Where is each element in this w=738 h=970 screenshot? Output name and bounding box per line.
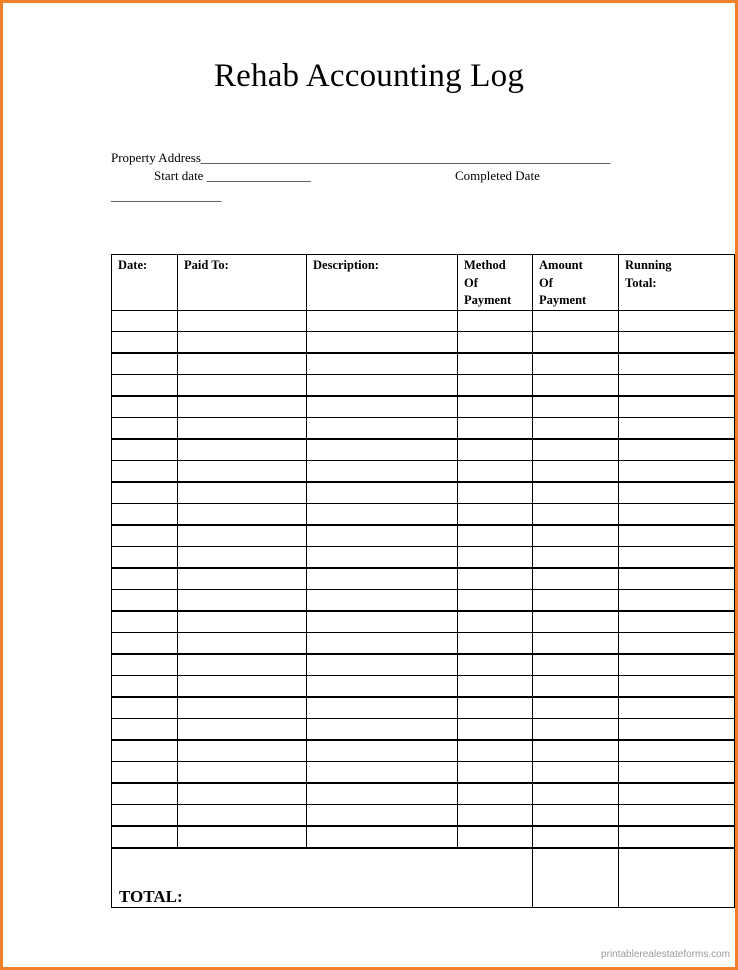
table-cell[interactable] bbox=[619, 547, 735, 569]
table-cell[interactable] bbox=[619, 633, 735, 655]
table-cell[interactable] bbox=[533, 504, 619, 526]
header-paid-to: Paid To: bbox=[178, 255, 307, 311]
table-cell[interactable] bbox=[533, 311, 619, 332]
table-cell[interactable] bbox=[307, 697, 458, 719]
table-row bbox=[112, 375, 735, 397]
table-cell[interactable] bbox=[458, 740, 533, 762]
table-cell[interactable] bbox=[458, 826, 533, 848]
table-cell[interactable] bbox=[619, 396, 735, 418]
table-cell[interactable] bbox=[619, 676, 735, 698]
total-row bbox=[112, 848, 735, 908]
table-cell[interactable] bbox=[178, 697, 307, 719]
table-cell[interactable] bbox=[307, 633, 458, 655]
table-body bbox=[112, 311, 735, 849]
table-cell[interactable] bbox=[533, 353, 619, 375]
table-cell[interactable] bbox=[307, 547, 458, 569]
table-cell[interactable] bbox=[178, 719, 307, 741]
table-cell[interactable] bbox=[307, 482, 458, 504]
table-cell[interactable] bbox=[307, 396, 458, 418]
table-row bbox=[112, 332, 735, 354]
header-description: Description: bbox=[307, 255, 458, 311]
table-cell[interactable] bbox=[533, 762, 619, 784]
table-row bbox=[112, 783, 735, 805]
table-cell[interactable] bbox=[307, 590, 458, 612]
table-cell[interactable] bbox=[178, 418, 307, 440]
table-cell[interactable] bbox=[112, 461, 178, 483]
table-cell[interactable] bbox=[533, 783, 619, 805]
table-header-row bbox=[112, 255, 735, 311]
table-row bbox=[112, 568, 735, 590]
table-cell[interactable] bbox=[533, 482, 619, 504]
table-cell[interactable] bbox=[112, 547, 178, 569]
table-cell[interactable] bbox=[533, 375, 619, 397]
table-cell[interactable] bbox=[533, 719, 619, 741]
table-cell[interactable] bbox=[112, 654, 178, 676]
table-cell[interactable] bbox=[533, 676, 619, 698]
table-cell[interactable] bbox=[178, 762, 307, 784]
table-cell[interactable] bbox=[533, 633, 619, 655]
table-cell[interactable] bbox=[619, 332, 735, 354]
table-cell[interactable] bbox=[112, 719, 178, 741]
table-cell[interactable] bbox=[112, 332, 178, 354]
table-cell[interactable] bbox=[178, 547, 307, 569]
table-cell[interactable] bbox=[533, 332, 619, 354]
table-row bbox=[112, 633, 735, 655]
table-cell[interactable] bbox=[112, 568, 178, 590]
table-cell[interactable] bbox=[619, 482, 735, 504]
table-cell[interactable] bbox=[112, 525, 178, 547]
table-cell[interactable] bbox=[458, 353, 533, 375]
table-cell[interactable] bbox=[112, 611, 178, 633]
table-cell[interactable] bbox=[458, 805, 533, 827]
table-cell[interactable] bbox=[307, 504, 458, 526]
table-cell[interactable] bbox=[619, 375, 735, 397]
table-row bbox=[112, 697, 735, 719]
table-cell[interactable] bbox=[619, 611, 735, 633]
table-cell[interactable] bbox=[458, 525, 533, 547]
table-cell[interactable] bbox=[619, 783, 735, 805]
table-cell[interactable] bbox=[307, 311, 458, 332]
table-row bbox=[112, 353, 735, 375]
table-cell[interactable] bbox=[178, 482, 307, 504]
table-cell[interactable] bbox=[307, 332, 458, 354]
table-row bbox=[112, 805, 735, 827]
table-row bbox=[112, 826, 735, 848]
table-cell[interactable] bbox=[112, 482, 178, 504]
table-row bbox=[112, 547, 735, 569]
table-row bbox=[112, 504, 735, 526]
table-row bbox=[112, 740, 735, 762]
table-cell[interactable] bbox=[533, 590, 619, 612]
table-cell[interactable] bbox=[533, 396, 619, 418]
table-cell[interactable] bbox=[178, 439, 307, 461]
table-cell[interactable] bbox=[307, 740, 458, 762]
table-cell[interactable] bbox=[178, 590, 307, 612]
table-cell[interactable] bbox=[307, 826, 458, 848]
table-cell[interactable] bbox=[458, 783, 533, 805]
table-cell[interactable] bbox=[178, 332, 307, 354]
table-cell[interactable] bbox=[112, 353, 178, 375]
table-cell[interactable] bbox=[307, 525, 458, 547]
table-cell[interactable] bbox=[458, 654, 533, 676]
property-address-field: Property Address_______________________________________________________________ bbox=[111, 150, 611, 165]
table-cell[interactable] bbox=[178, 525, 307, 547]
table-row bbox=[112, 654, 735, 676]
table-cell[interactable] bbox=[533, 654, 619, 676]
table-cell[interactable] bbox=[619, 654, 735, 676]
table-row bbox=[112, 525, 735, 547]
table-cell[interactable] bbox=[619, 461, 735, 483]
table-cell[interactable] bbox=[533, 697, 619, 719]
total-label: TOTAL: bbox=[112, 848, 533, 908]
table-cell[interactable] bbox=[458, 633, 533, 655]
table-cell[interactable] bbox=[178, 740, 307, 762]
table-cell[interactable] bbox=[178, 826, 307, 848]
table-cell[interactable] bbox=[112, 805, 178, 827]
table-cell[interactable] bbox=[458, 590, 533, 612]
table-cell[interactable] bbox=[112, 504, 178, 526]
table-cell[interactable] bbox=[307, 654, 458, 676]
table-cell[interactable] bbox=[112, 396, 178, 418]
table-cell[interactable] bbox=[307, 418, 458, 440]
table-cell[interactable] bbox=[112, 311, 178, 332]
table-cell[interactable] bbox=[458, 676, 533, 698]
table-cell[interactable] bbox=[458, 762, 533, 784]
table-cell[interactable] bbox=[458, 611, 533, 633]
table-row bbox=[112, 762, 735, 784]
table-cell[interactable] bbox=[533, 439, 619, 461]
table-cell[interactable] bbox=[458, 396, 533, 418]
table-cell[interactable] bbox=[112, 826, 178, 848]
total-amount-cell[interactable] bbox=[533, 848, 619, 908]
table-cell[interactable] bbox=[112, 783, 178, 805]
table-cell[interactable] bbox=[112, 633, 178, 655]
table-cell[interactable] bbox=[458, 504, 533, 526]
table-cell[interactable] bbox=[178, 805, 307, 827]
table-cell[interactable] bbox=[458, 461, 533, 483]
table-cell[interactable] bbox=[307, 611, 458, 633]
watermark: printablerealestateforms.com bbox=[601, 949, 730, 960]
table-cell[interactable] bbox=[112, 740, 178, 762]
table-row bbox=[112, 311, 735, 332]
table-cell[interactable] bbox=[178, 676, 307, 698]
completed-date-label: Completed Date bbox=[455, 168, 540, 183]
table-cell[interactable] bbox=[307, 375, 458, 397]
table-cell[interactable] bbox=[458, 375, 533, 397]
table-cell[interactable] bbox=[619, 525, 735, 547]
table-cell[interactable] bbox=[533, 826, 619, 848]
table-cell[interactable] bbox=[458, 697, 533, 719]
table-cell[interactable] bbox=[619, 311, 735, 332]
table-cell[interactable] bbox=[619, 697, 735, 719]
table-cell[interactable] bbox=[458, 418, 533, 440]
header-running-total: Running Total: bbox=[619, 255, 735, 311]
start-date-field: Start date ________________ bbox=[154, 168, 311, 183]
header-amount-of-payment: Amount Of Payment bbox=[533, 255, 619, 311]
table-cell[interactable] bbox=[533, 418, 619, 440]
table-cell[interactable] bbox=[178, 568, 307, 590]
table-cell[interactable] bbox=[307, 762, 458, 784]
table-row bbox=[112, 719, 735, 741]
table-cell[interactable] bbox=[533, 805, 619, 827]
table-cell[interactable] bbox=[112, 676, 178, 698]
table-cell[interactable] bbox=[307, 676, 458, 698]
total-running-cell[interactable] bbox=[619, 848, 735, 908]
completed-date-line: _________________ bbox=[111, 188, 222, 203]
table-cell[interactable] bbox=[533, 611, 619, 633]
table-cell[interactable] bbox=[112, 375, 178, 397]
table-cell[interactable] bbox=[619, 826, 735, 848]
table-cell[interactable] bbox=[533, 568, 619, 590]
table-cell[interactable] bbox=[307, 461, 458, 483]
table-cell[interactable] bbox=[619, 719, 735, 741]
header-method-of-payment: Method Of Payment bbox=[458, 255, 533, 311]
table-cell[interactable] bbox=[178, 783, 307, 805]
table-cell[interactable] bbox=[178, 633, 307, 655]
table-cell[interactable] bbox=[307, 805, 458, 827]
table-row bbox=[112, 461, 735, 483]
table-row bbox=[112, 611, 735, 633]
header-date: Date: bbox=[112, 255, 178, 311]
table-cell[interactable] bbox=[619, 568, 735, 590]
table-cell[interactable] bbox=[178, 611, 307, 633]
table-cell[interactable] bbox=[458, 568, 533, 590]
table-cell[interactable] bbox=[458, 439, 533, 461]
table-cell[interactable] bbox=[112, 697, 178, 719]
table-cell[interactable] bbox=[458, 311, 533, 332]
accounting-log-table bbox=[111, 254, 735, 908]
document-title: Rehab Accounting Log bbox=[213, 58, 525, 94]
table-cell[interactable] bbox=[307, 568, 458, 590]
table-row bbox=[112, 590, 735, 612]
table-cell[interactable] bbox=[178, 353, 307, 375]
table-cell[interactable] bbox=[307, 439, 458, 461]
table-cell[interactable] bbox=[619, 439, 735, 461]
table-cell[interactable] bbox=[619, 762, 735, 784]
table-row bbox=[112, 439, 735, 461]
table-cell[interactable] bbox=[307, 783, 458, 805]
table-cell[interactable] bbox=[307, 353, 458, 375]
table-cell[interactable] bbox=[619, 590, 735, 612]
table-cell[interactable] bbox=[178, 504, 307, 526]
table-row bbox=[112, 418, 735, 440]
table-cell[interactable] bbox=[619, 504, 735, 526]
table-cell[interactable] bbox=[458, 547, 533, 569]
table-row bbox=[112, 482, 735, 504]
table-row bbox=[112, 396, 735, 418]
table-row bbox=[112, 676, 735, 698]
table-cell[interactable] bbox=[533, 525, 619, 547]
table-cell[interactable] bbox=[619, 805, 735, 827]
table-cell[interactable] bbox=[533, 461, 619, 483]
table-cell[interactable] bbox=[178, 461, 307, 483]
table-cell[interactable] bbox=[458, 719, 533, 741]
table-cell[interactable] bbox=[112, 418, 178, 440]
table-cell[interactable] bbox=[619, 353, 735, 375]
table-cell[interactable] bbox=[178, 396, 307, 418]
table-cell[interactable] bbox=[533, 547, 619, 569]
table-cell[interactable] bbox=[619, 418, 735, 440]
table-cell[interactable] bbox=[112, 762, 178, 784]
table-cell[interactable] bbox=[112, 439, 178, 461]
table-cell[interactable] bbox=[458, 482, 533, 504]
table-cell[interactable] bbox=[619, 740, 735, 762]
table-cell[interactable] bbox=[533, 740, 619, 762]
table-cell[interactable] bbox=[112, 590, 178, 612]
table-cell[interactable] bbox=[178, 311, 307, 332]
table-cell[interactable] bbox=[178, 654, 307, 676]
table-cell[interactable] bbox=[458, 332, 533, 354]
table-cell[interactable] bbox=[178, 375, 307, 397]
table-cell[interactable] bbox=[307, 719, 458, 741]
